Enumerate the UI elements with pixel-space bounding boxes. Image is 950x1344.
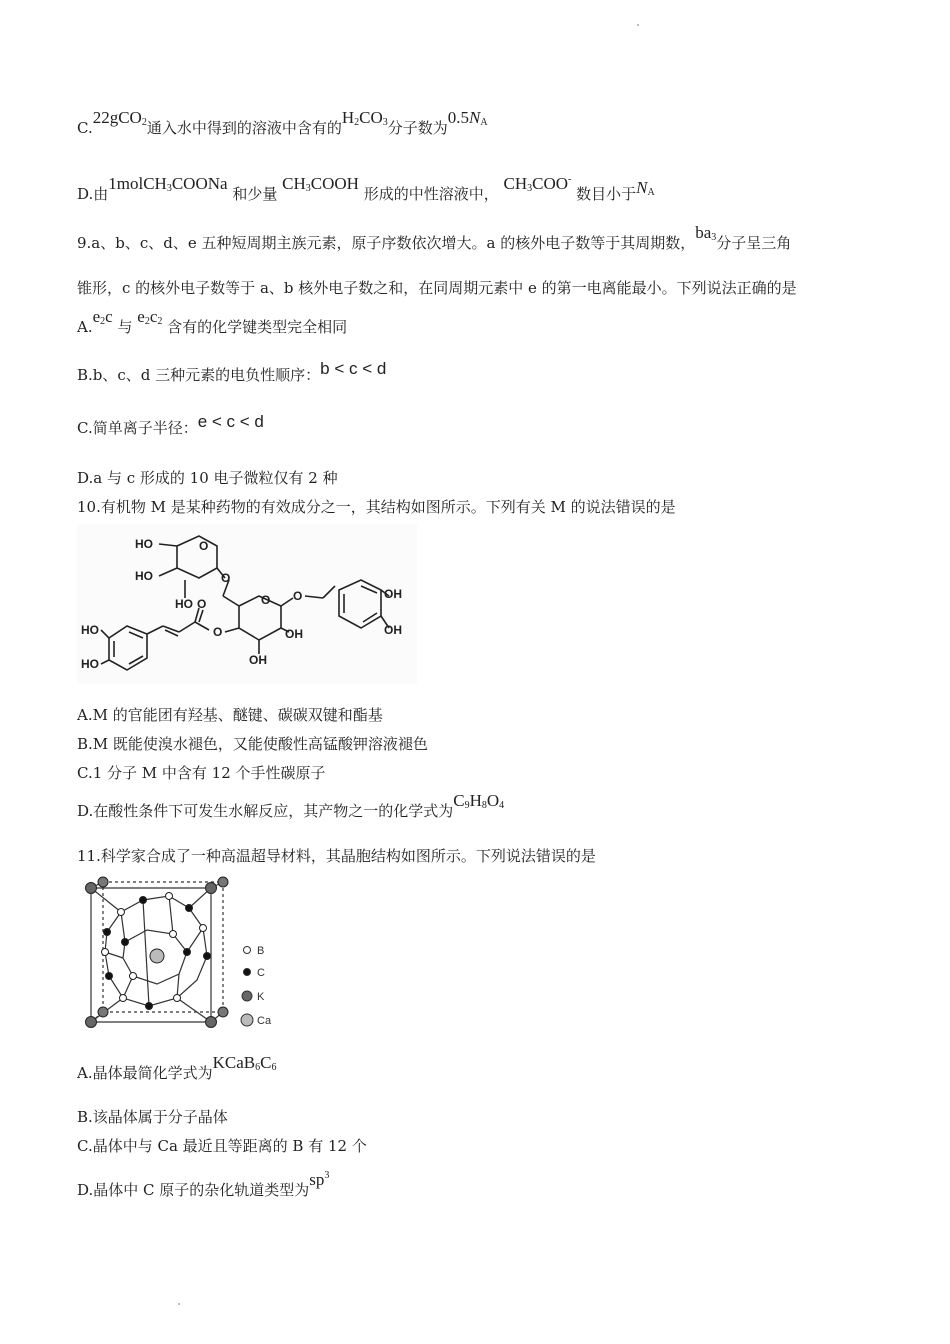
subscript: 9 xyxy=(464,800,470,811)
stem-text: 9.a、b、c、d、e 五种短周期主族元素，原子序数依次增大。a 的核外电子数等于其周期数， xyxy=(77,234,696,252)
formula-text: e xyxy=(137,307,145,326)
formula-text: c xyxy=(149,307,158,326)
subscript: 3 xyxy=(711,232,717,243)
option-prefix: D.由 xyxy=(77,185,109,203)
legend-b-icon xyxy=(244,947,251,954)
subscript: 2 xyxy=(144,316,150,327)
formula-text: COO xyxy=(532,174,569,193)
subscript: 4 xyxy=(499,800,505,811)
superscript: 3 xyxy=(324,1170,330,1181)
subscript: 3 xyxy=(382,117,388,128)
formula-text: COONa xyxy=(171,174,228,193)
q10-option-b xyxy=(77,734,428,754)
q9-stem-line1 xyxy=(77,223,792,258)
option-text: B.M 既能使溴水褪色，又能使酸性高锰酸钾溶液褪色 xyxy=(77,735,428,753)
formula-text: N xyxy=(636,178,648,197)
option-text: D.在酸性条件下可发生水解反应，其产物之一的化学式为 xyxy=(77,802,454,820)
subscript: 3 xyxy=(166,183,172,194)
formula-co2 xyxy=(93,108,147,127)
q10-option-d xyxy=(77,791,505,826)
legend-c-label: C xyxy=(257,967,265,979)
subscript: 2 xyxy=(141,117,147,128)
label-o: O xyxy=(221,571,231,585)
formula-na xyxy=(636,178,655,197)
option-text: D.a 与 c 形成的 10 电子微粒仅有 2 种 xyxy=(77,469,338,487)
formula-text: e < c < d xyxy=(197,412,264,431)
label-o: O xyxy=(197,597,207,611)
subscript: 3 xyxy=(527,183,533,194)
formula-text: 22gCO xyxy=(92,108,142,127)
stem-text: 10.有机物 M 是某种药物的有效成分之一，其结构如图所示。下列有关 M 的说法错误的是 xyxy=(77,498,676,516)
stem-text: 分子呈三角 xyxy=(716,234,792,252)
q11-stem xyxy=(77,846,596,866)
q9-option-b xyxy=(77,359,387,385)
option-text: 数目小于 xyxy=(576,185,637,203)
q10-option-a xyxy=(77,705,383,725)
formula-text: 0.5 xyxy=(447,108,470,127)
q8-option-c xyxy=(77,108,488,143)
label-oh: OH xyxy=(384,623,402,637)
formula-h2co3 xyxy=(342,108,388,127)
crystal-cell-diagram xyxy=(77,872,287,1034)
formula-ch3cooh xyxy=(282,174,359,193)
formula-ch3coona xyxy=(108,174,227,193)
q9-option-a xyxy=(77,307,348,342)
formula-c9h8o4 xyxy=(453,791,504,810)
option-text: A.晶体最简化学式为 xyxy=(77,1064,213,1082)
formula-sp3 xyxy=(309,1170,329,1189)
label-ho: HO xyxy=(135,569,153,583)
option-text: 与 xyxy=(117,318,133,336)
formula-text: CH xyxy=(282,174,306,193)
subscript: 8 xyxy=(481,800,487,811)
option-text: C.晶体中与 Ca 最近且等距离的 B 有 12 个 xyxy=(77,1137,367,1155)
formula-na xyxy=(448,108,488,127)
formula-e2c xyxy=(93,307,113,326)
formula-text: C xyxy=(260,1053,272,1072)
subscript: 2 xyxy=(354,117,360,128)
formula-text: c xyxy=(105,307,113,326)
superscript: - xyxy=(568,174,572,185)
subscript: 2 xyxy=(157,316,163,327)
label-ho: HO xyxy=(175,597,193,611)
legend-b-label: B xyxy=(257,945,265,957)
option-text: 形成的中性溶液中， xyxy=(363,185,499,203)
option-text: A.M 的官能团有羟基、醚键、碳碳双键和酯基 xyxy=(77,706,383,724)
subscript: 2 xyxy=(100,316,106,327)
formula-text: C xyxy=(453,791,465,810)
q11-option-d xyxy=(77,1170,330,1200)
formula-text: CH xyxy=(503,174,528,193)
option-text: 通入水中得到的溶液中含有的 xyxy=(146,119,342,137)
option-text: D.晶体中 C 原子的杂化轨道类型为 xyxy=(77,1181,310,1199)
label-oh: OH xyxy=(384,587,402,601)
formula-text: e xyxy=(92,307,101,326)
label-ho: HO xyxy=(81,623,99,637)
formula-text: 1molCH xyxy=(108,174,167,193)
formula-ch3coo-ion xyxy=(504,174,572,193)
legend-c-icon xyxy=(244,969,251,976)
subscript: 6 xyxy=(255,1062,261,1073)
q10-stem xyxy=(77,497,676,517)
stem-text: 锥形，c 的核外电子数等于 a、b 核外电子数之和，在同周期元素中 e 的第一电离能最小。下列说法正确的是 xyxy=(77,279,797,297)
legend-k-label: K xyxy=(257,991,265,1003)
legend-ca-icon xyxy=(241,1014,253,1026)
label-o: O xyxy=(213,625,223,639)
option-text: 含有的化学键类型完全相同 xyxy=(167,318,348,336)
formula-text: H xyxy=(469,791,482,810)
formula-text: O xyxy=(486,791,500,810)
option-prefix: A. xyxy=(77,318,93,336)
scan-dot xyxy=(178,1303,180,1305)
label-oh: OH xyxy=(285,627,303,641)
legend-ca-label: Ca xyxy=(257,1015,272,1027)
formula-ba3 xyxy=(695,223,716,242)
option-text: 和少量 xyxy=(232,185,278,203)
formula-text: sp xyxy=(309,1170,325,1189)
q9-stem-line2 xyxy=(77,278,797,298)
formula-text: b < c < d xyxy=(320,359,387,378)
structure-diagram-m xyxy=(77,524,417,684)
formula-text: ba xyxy=(695,223,712,242)
q9-option-c xyxy=(77,412,264,438)
q9-option-d xyxy=(77,468,338,488)
formula-kcab6c6 xyxy=(213,1053,277,1072)
scan-dot xyxy=(637,24,639,26)
q10-option-c xyxy=(77,763,326,783)
formula-text: COOH xyxy=(310,174,359,193)
label-ho: HO xyxy=(135,537,153,551)
q11-option-c xyxy=(77,1136,367,1156)
option-text: C.简单离子半径： xyxy=(77,419,198,437)
option-prefix: C. xyxy=(77,119,93,137)
formula-text: H xyxy=(341,108,355,127)
option-text: B.该晶体属于分子晶体 xyxy=(77,1108,228,1126)
label-ho: HO xyxy=(81,657,99,671)
q11-option-a xyxy=(77,1053,277,1088)
subscript: 6 xyxy=(271,1062,277,1073)
label-o: O xyxy=(293,589,303,603)
formula-text: N xyxy=(469,108,481,127)
subscript: A xyxy=(480,117,488,128)
label-o: O xyxy=(261,593,271,607)
q8-option-d xyxy=(77,174,655,209)
q11-option-b xyxy=(77,1107,228,1127)
formula-text: KCaB xyxy=(212,1053,256,1072)
stem-text: 11.科学家合成了一种高温超导材料，其晶胞结构如图所示。下列说法错误的是 xyxy=(77,847,596,865)
option-text: 分子数为 xyxy=(387,119,448,137)
subscript: A xyxy=(647,187,655,198)
legend-k-icon xyxy=(242,991,252,1001)
label-oh: OH xyxy=(249,653,267,667)
label-o: O xyxy=(199,539,209,553)
formula-e2c2 xyxy=(137,307,162,326)
subscript: 3 xyxy=(305,183,311,194)
option-text: C.1 分子 M 中含有 12 个手性碳原子 xyxy=(77,764,326,782)
formula-text: CO xyxy=(359,108,383,127)
option-text: B.b、c、d 三种元素的电负性顺序： xyxy=(77,366,321,384)
